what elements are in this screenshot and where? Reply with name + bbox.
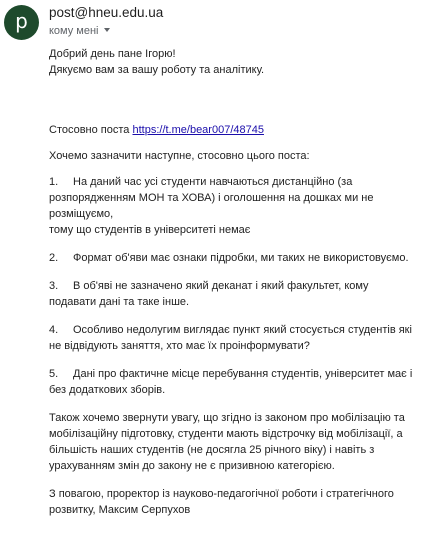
list-item (49, 278, 423, 310)
chevron-down-icon (104, 28, 110, 32)
list-item (49, 322, 423, 354)
closing-line: більшість наших студентів (не досягла 25 річного віку) і навіть з (49, 444, 375, 456)
item-number: 5. (49, 368, 59, 380)
signature-line: розвитку, Максим Серпухов (49, 504, 191, 516)
list-item (49, 250, 423, 266)
email-header (0, 0, 430, 44)
signature (49, 486, 423, 518)
item-text: Дані про фактичне місце перебування студентів, університет має і (73, 368, 413, 380)
recipient-details-toggle[interactable] (49, 25, 110, 37)
item-text: розпорядженням МОН та ХОВА) і оголошення на дошках ми не розміщуємо, (49, 192, 374, 220)
item-text: не відвідують заняття, хто має їх проінформувати? (49, 340, 310, 352)
list-item (49, 366, 423, 398)
closing-line: Також хочемо звернути увагу, що згідно із законом про мобілізацію та (49, 412, 405, 424)
greeting-line: Добрий день пане Ігорю! (49, 48, 176, 60)
sender-email[interactable]: post@hneu.edu.ua (49, 5, 164, 20)
intro-line: Хочемо зазначити наступне, стосовно цього поста: (49, 150, 310, 162)
item-text: Формат об'яви має ознаки підробки, ми таких не використовуємо. (73, 252, 409, 264)
regarding-line (49, 122, 423, 138)
item-text: подавати дані та таке інше. (49, 296, 190, 308)
email-body (49, 46, 423, 518)
closing-line: урахуванням змін до закону не є призивною категорією. (49, 460, 335, 472)
regarding-prefix: Стосовно поста (49, 124, 133, 136)
closing-paragraph (49, 410, 423, 474)
item-text: На даний час усі студенти навчаються дистанційно (за (73, 176, 353, 188)
closing-line: мобілізаційну підготовку, студенти мають відстрочку від мобілізації, а (49, 428, 403, 440)
signature-line: З повагою, проректор із науково-педагогічної роботи і стратегічного (49, 488, 394, 500)
item-number: 3. (49, 280, 59, 292)
item-text: В об'яві не зазначено який деканат і який факультет, кому (73, 280, 369, 292)
item-number: 2. (49, 252, 59, 264)
item-text: тому що студентів в університеті немає (49, 224, 251, 236)
post-link[interactable]: https://t.me/bear007/48745 (132, 124, 264, 136)
item-number: 4. (49, 324, 59, 336)
list-item (49, 174, 423, 238)
item-text: Особливо недолугим виглядає пункт який стосується студентів які (73, 324, 412, 336)
item-text: без додаткових зборів. (49, 384, 166, 396)
thanks-line: Дякуємо вам за вашу роботу та аналітику. (49, 64, 265, 76)
item-number: 1. (49, 176, 59, 188)
recipient-label: кому мені (49, 25, 99, 37)
sender-avatar[interactable]: p (4, 5, 39, 40)
